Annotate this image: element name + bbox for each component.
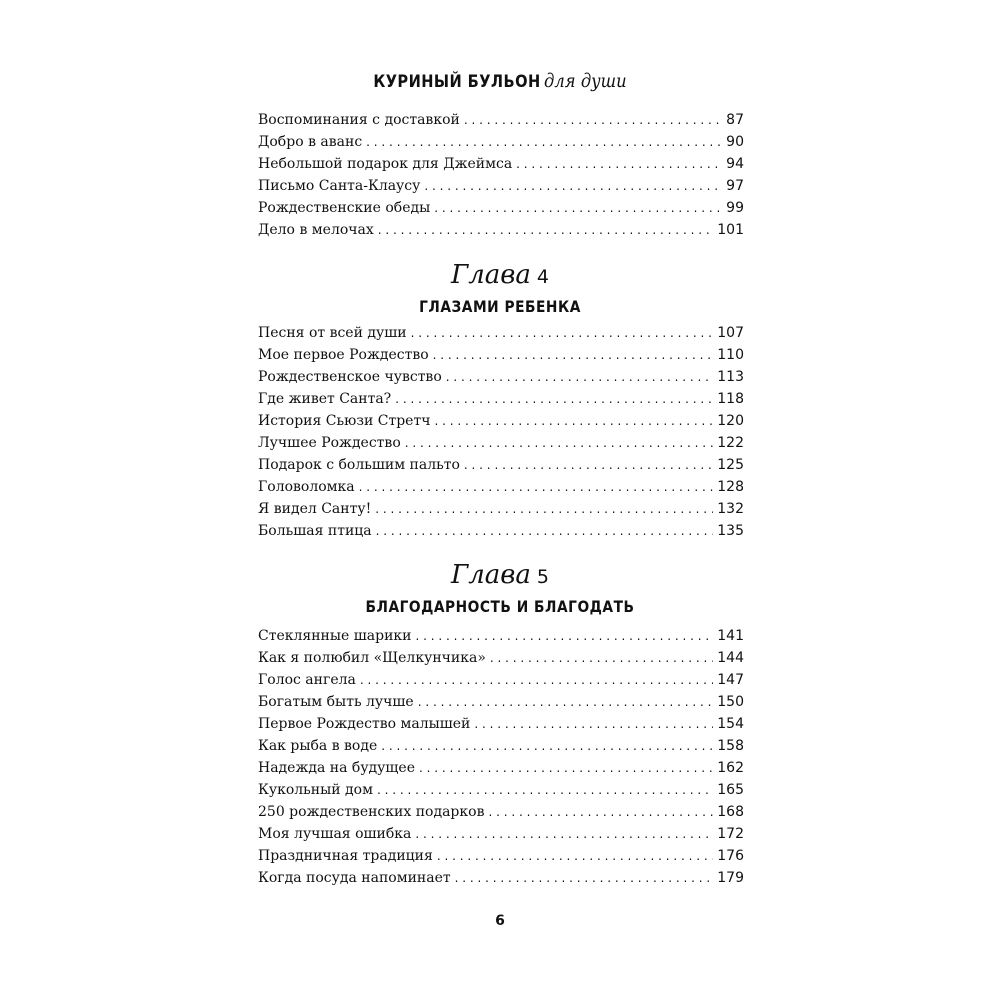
toc-entry-title: Лучшее Рождество: [258, 435, 401, 451]
toc-entry-page: 144: [717, 650, 744, 666]
toc-entry: [258, 672, 744, 694]
dot-leader: [359, 479, 714, 495]
dot-leader: [434, 413, 713, 429]
toc-entry: [258, 501, 744, 523]
dot-leader: [366, 134, 722, 150]
chapter-number: 5: [536, 566, 549, 588]
dot-leader: [418, 694, 714, 710]
dot-leader: [474, 716, 713, 732]
toc-entry: [258, 848, 744, 870]
toc-entry-page: 132: [717, 501, 744, 517]
toc-entry-page: 168: [717, 804, 744, 820]
toc-entry-page: 135: [717, 523, 744, 539]
toc-entry-title: Письмо Санта-Клаусу: [258, 178, 421, 194]
dot-leader: [395, 391, 713, 407]
toc-entry: [258, 826, 744, 848]
dot-leader: [416, 628, 714, 644]
toc-entry-title: Мое первое Рождество: [258, 347, 429, 363]
dot-leader: [464, 457, 713, 473]
toc-entry: [258, 738, 744, 760]
dot-leader: [437, 848, 713, 864]
toc-entry-title: Кукольный дом: [258, 782, 373, 798]
chapter-label-word: Глава: [451, 260, 531, 290]
toc-entry-title: Когда посуда напоминает: [258, 870, 451, 886]
toc-entry: [258, 178, 744, 200]
dot-leader: [488, 804, 713, 820]
toc-entry: [258, 435, 744, 457]
toc-entry: [258, 694, 744, 716]
toc-entry-title: Я видел Санту!: [258, 501, 372, 517]
toc-entry: [258, 222, 744, 244]
toc-chapter-5: [258, 628, 744, 892]
toc-entry-page: 94: [726, 156, 744, 172]
dot-leader: [455, 870, 714, 886]
toc-entry-title: Воспоминания с доставкой: [258, 112, 460, 128]
dot-leader: [433, 347, 714, 363]
toc-entry-title: Стеклянные шарики: [258, 628, 412, 644]
dot-leader: [375, 501, 713, 517]
running-head: [70, 70, 930, 92]
toc-entry-page: 154: [717, 716, 744, 732]
dot-leader: [419, 760, 713, 776]
toc-entry: [258, 325, 744, 347]
toc-entry-title: Богатым быть лучше: [258, 694, 414, 710]
toc-entry-title: Небольшой подарок для Джеймса: [258, 156, 513, 172]
toc-entry: [258, 628, 744, 650]
toc-entry-title: Моя лучшая ошибка: [258, 826, 412, 842]
toc-entry-page: 158: [717, 738, 744, 754]
toc-entry: [258, 112, 744, 134]
toc-entry: [258, 716, 744, 738]
toc-entry-page: 87: [726, 112, 744, 128]
dot-leader: [434, 200, 722, 216]
toc-entry: [258, 760, 744, 782]
toc-entry: [258, 413, 744, 435]
toc-entry-title: Песня от всей души: [258, 325, 407, 341]
toc-entry-title: Как я полюбил «Щелкунчика»: [258, 650, 486, 666]
toc-entry-page: 101: [717, 222, 744, 238]
toc-entry-title: Надежда на будущее: [258, 760, 415, 776]
dot-leader: [490, 650, 713, 666]
toc-entry-title: Голос ангела: [258, 672, 356, 688]
chapter-4-title: ГЛАЗАМИ РЕБЕНКА: [419, 297, 581, 316]
dot-leader: [376, 523, 714, 539]
toc-entry-page: 125: [717, 457, 744, 473]
toc-entry: [258, 650, 744, 672]
toc-entry-title: Добро в аванс: [258, 134, 363, 150]
toc-entry: [258, 347, 744, 369]
running-head-script: для души: [544, 70, 627, 92]
toc-entry: [258, 200, 744, 222]
toc-entry-page: 172: [717, 826, 744, 842]
toc-entry-page: 176: [717, 848, 744, 864]
toc-entry-page: 90: [726, 134, 744, 150]
toc-entry: [258, 782, 744, 804]
chapter-5-label: [0, 560, 1000, 590]
toc-entry: [258, 479, 744, 501]
chapter-5-title: БЛАГОДАРНОСТЬ И БЛАГОДАТЬ: [365, 597, 635, 616]
toc-entry-page: 107: [717, 325, 744, 341]
toc-entry-page: 118: [717, 391, 744, 407]
toc-entry-page: 141: [717, 628, 744, 644]
toc-entry-page: 99: [726, 200, 744, 216]
toc-entry-title: Первое Рождество малышей: [258, 716, 471, 732]
toc-entry-title: 250 рождественских подарков: [258, 804, 485, 820]
toc-entry: [258, 391, 744, 413]
toc-entry: [258, 369, 744, 391]
toc-entry-title: Головоломка: [258, 479, 355, 495]
toc-entry-title: Большая птица: [258, 523, 372, 539]
toc-entry-page: 179: [717, 870, 744, 886]
toc-entry-title: Праздничная традиция: [258, 848, 433, 864]
dot-leader: [360, 672, 713, 688]
toc-chapter-4: [258, 325, 744, 545]
page-number: 6: [495, 913, 505, 929]
dot-leader: [405, 435, 714, 451]
chapter-label-word: Глава: [451, 560, 531, 590]
toc-entry: [258, 870, 744, 892]
toc-entry-page: 128: [717, 479, 744, 495]
dot-leader: [516, 156, 722, 172]
toc-entry-page: 147: [717, 672, 744, 688]
toc-entry-page: 162: [717, 760, 744, 776]
dot-leader: [378, 222, 713, 238]
dot-leader: [381, 738, 713, 754]
dot-leader: [424, 178, 722, 194]
chapter-4-label: [0, 260, 1000, 290]
dot-leader: [415, 826, 713, 842]
toc-entry-page: 165: [717, 782, 744, 798]
toc-entry: [258, 156, 744, 178]
toc-entry-title: Дело в мелочах: [258, 222, 374, 238]
dot-leader: [446, 369, 714, 385]
dot-leader: [411, 325, 714, 341]
toc-entry-title: Рождественское чувство: [258, 369, 442, 385]
chapter-number: 4: [536, 266, 549, 288]
toc-entry-title: Рождественские обеды: [258, 200, 431, 216]
toc-entry: [258, 523, 744, 545]
toc-entry: [258, 457, 744, 479]
toc-entry: [258, 134, 744, 156]
running-head-title: КУРИНЫЙ БУЛЬОН: [373, 72, 541, 92]
toc-entry-title: Подарок с большим пальто: [258, 457, 460, 473]
dot-leader: [464, 112, 722, 128]
toc-section-continued: [258, 112, 744, 244]
toc-entry-page: 97: [726, 178, 744, 194]
toc-entry-page: 122: [717, 435, 744, 451]
toc-entry-page: 110: [717, 347, 744, 363]
toc-entry-page: 120: [717, 413, 744, 429]
toc-entry-title: Как рыба в воде: [258, 738, 378, 754]
dot-leader: [377, 782, 713, 798]
toc-entry-title: История Сьюзи Стретч: [258, 413, 431, 429]
toc-entry-page: 113: [717, 369, 744, 385]
toc-entry-page: 150: [717, 694, 744, 710]
toc-entry: [258, 804, 744, 826]
toc-entry-title: Где живет Санта?: [258, 391, 392, 407]
